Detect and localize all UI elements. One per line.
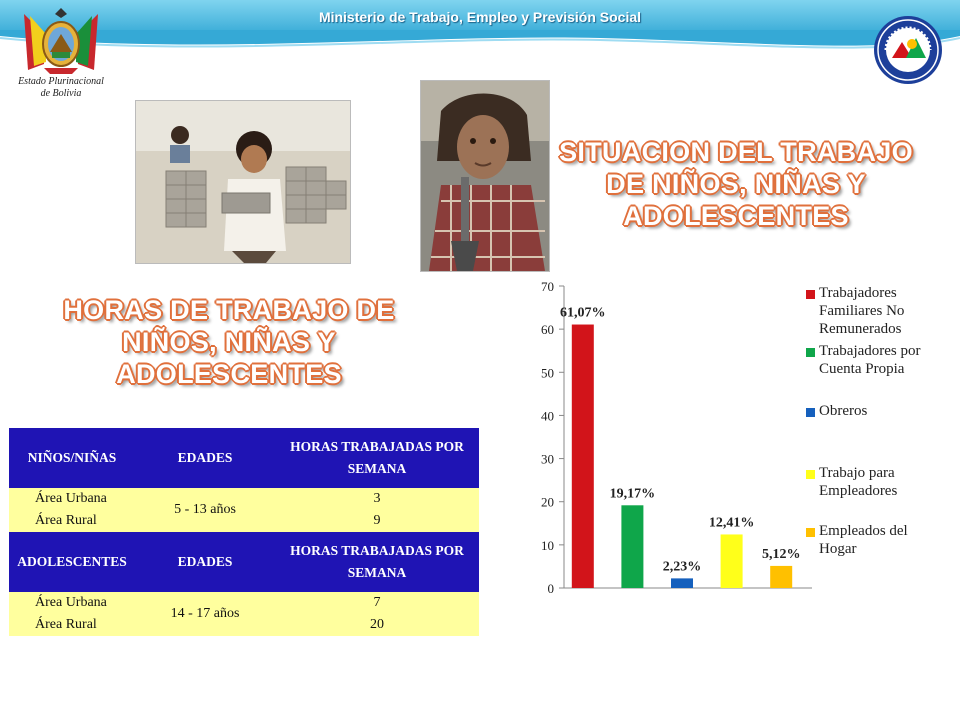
y-tick-label: 10 [541, 537, 554, 553]
hours-heading: HORAS DE TRABAJO DE NIÑOS, NIÑAS Y ADOLESCENTES [63, 295, 395, 389]
table-header-cell: NIÑOS/NIÑAS [9, 428, 135, 488]
legend-label: Empleados del Hogar [819, 523, 908, 557]
bar [572, 325, 594, 588]
ages-cell: 14 - 17 años [135, 592, 275, 636]
table-header-cell: EDADES [135, 532, 275, 592]
legend-swatch [806, 470, 815, 479]
bar [721, 534, 743, 588]
data-label: 2,23% [662, 559, 702, 575]
area-cell: Área Rural [9, 510, 135, 532]
table-header-row [9, 532, 479, 592]
header-wave [0, 30, 960, 70]
labor-bar-chart [520, 276, 820, 596]
data-label: 12,41% [708, 515, 755, 531]
hours-table [9, 428, 479, 636]
y-tick-label: 60 [541, 322, 554, 338]
data-label: 5,12% [761, 546, 801, 562]
ministry-seal-icon [872, 14, 944, 86]
y-tick-label: 30 [541, 451, 554, 467]
data-label: 61,07% [560, 305, 606, 321]
state-label: Estado Plurinacional de Bolivia [18, 76, 104, 99]
legend-label: Obreros [819, 403, 868, 419]
y-tick-label: 20 [541, 494, 554, 510]
legend-swatch [806, 290, 815, 299]
bar [671, 578, 693, 588]
table-header-cell: HORAS TRABAJADAS POR SEMANA [275, 428, 479, 488]
y-tick-label: 40 [541, 408, 554, 424]
bolivia-coat-of-arms-icon [14, 4, 108, 76]
table-header-row [9, 428, 479, 488]
table-header-cell: EDADES [135, 428, 275, 488]
ministry-title: Ministerio de Trabajo, Empleo y Previsión Social [318, 9, 642, 25]
data-label: 19,17% [609, 486, 656, 502]
hours-cell: 9 [275, 510, 479, 532]
area-cell: Área Urbana [9, 592, 135, 614]
legend-swatch [806, 348, 815, 357]
children-carrying-bricks-photo [135, 100, 351, 264]
y-tick-label: 0 [547, 581, 554, 596]
bar [770, 566, 792, 588]
hours-cell: 7 [275, 592, 479, 614]
table-header-cell: ADOLESCENTES [9, 532, 135, 592]
area-cell: Área Urbana [9, 488, 135, 510]
child-miner-with-shovel-photo [420, 80, 550, 272]
table-header-cell: HORAS TRABAJADAS POR SEMANA [275, 532, 479, 592]
table-row [9, 488, 479, 510]
hours-cell: 20 [275, 614, 479, 636]
y-tick-label: 70 [541, 279, 554, 294]
hours-cell: 3 [275, 488, 479, 510]
legend-label: Trabajo para Empleadores [819, 465, 898, 499]
legend-swatch [806, 408, 815, 417]
legend-label: Trabajadores Familiares No Remunerados [819, 285, 905, 337]
legend-swatch [806, 528, 815, 537]
table-row [9, 592, 479, 614]
legend-label: Trabajadores por Cuenta Propia [819, 343, 921, 377]
area-cell: Área Rural [9, 614, 135, 636]
y-tick-label: 50 [541, 365, 554, 381]
bar [621, 505, 643, 588]
ages-cell: 5 - 13 años [135, 488, 275, 532]
situation-heading: SITUACION DEL TRABAJO DE NIÑOS, NIÑAS Y ADOLESCENTES [559, 137, 913, 231]
